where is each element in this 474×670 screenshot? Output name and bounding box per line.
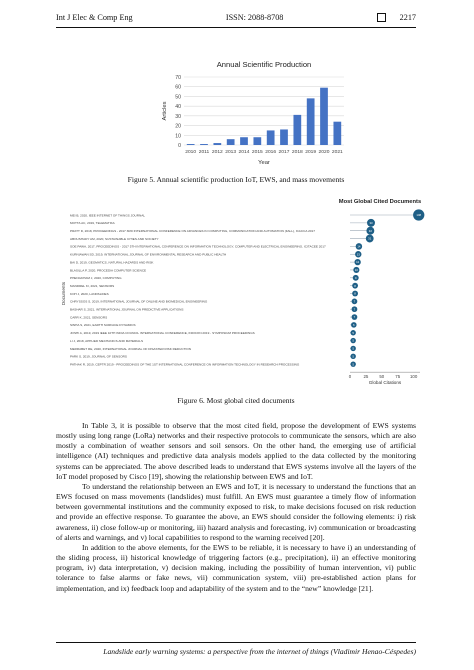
- x-tick-label: 50: [379, 374, 385, 380]
- citation-value: 32: [368, 228, 372, 233]
- y-tick-label: 60: [175, 84, 181, 91]
- y-tick-label: 70: [175, 75, 181, 81]
- bar: [240, 137, 248, 145]
- x-axis-label: Global Citations: [368, 380, 402, 386]
- bar: [280, 129, 288, 145]
- document-label: MERRABET RE, 2020, INTERNATIONAL JOURNAL OF DISASTER RISK REDUCTION: [70, 346, 192, 351]
- square-box-icon: [377, 13, 386, 22]
- document-label: LI J, 2018, APPLIED MECHANICS AND MATERIALS: [70, 338, 144, 343]
- bar: [213, 143, 221, 145]
- document-label: JOSHI A, 2019, 2019 IEEE 10TH INDIA COUNCIL INTERNATIONAL CONFERENCE, INDICON 2019 - SYMPOSIUM PROCEEDINGS: [70, 331, 255, 336]
- chart-title: Annual Scientific Production: [216, 60, 312, 69]
- citation-value: 12: [356, 260, 360, 265]
- x-tick-label: 2014: [238, 150, 250, 155]
- bar: [267, 130, 275, 145]
- document-label: ABOUSHADY AM, 2020, SUSTAINABLE CITIES AND SOCIETY: [70, 236, 159, 241]
- document-label: MANDREL KI, 2021, SENSORS: [70, 283, 115, 288]
- x-tick-label: 25: [363, 374, 369, 380]
- citation-value: 9: [354, 275, 357, 280]
- citation-value: 14: [357, 244, 361, 249]
- citation-value: 5: [352, 362, 354, 367]
- bar: [200, 144, 208, 145]
- document-label: BAI D, 2019, GEOMATICS, NATURAL HAZARDS AND RISK: [70, 260, 154, 265]
- bar: [253, 137, 261, 145]
- y-tick-label: 30: [175, 113, 181, 120]
- document-label: SINHA S, 2021, EARTH SURFACE DYNAMICS: [70, 323, 136, 328]
- citation-value: 108: [416, 213, 422, 218]
- citation-value: 31: [368, 236, 372, 241]
- citation-value: 13: [356, 252, 360, 257]
- figure5-caption: Figure 5. Annual scientific production IoT, EWS, and mass movements: [127, 175, 345, 184]
- y-tick-label: 0: [178, 143, 181, 149]
- document-label: PRATT D, 2018, PROCEEDINGS - 2017 3RD INTERNATIONAL CONFERENCE ON ADVANCES IN COMPUTING, COMMUNICATION AND AUTOMATION (FALL), ICACCA 2017: [70, 229, 315, 233]
- document-label: PARK S, 2019, JOURNAL OF SENSORS: [70, 354, 127, 359]
- document-label: PATHAK R, 2019, CEPTR 2019 - PROCEEDINGS OF THE 1ST INTERNATIONAL CONFERENCE ON INFORMATION TECHNOLOGY IN RESEARCH PROCESSING: [70, 362, 300, 367]
- page-number: 2217: [399, 12, 416, 22]
- document-label: PHENGKHAM J, 2020, COMPUTING: [70, 276, 122, 281]
- journal-name: Int J Elec & Comp Eng: [56, 12, 133, 22]
- x-tick-label: 2015: [251, 150, 263, 155]
- header-rule: [56, 27, 416, 28]
- citation-value: 6: [353, 323, 355, 327]
- x-tick-label: 0: [348, 374, 352, 380]
- running-title: Landslide early warning systems: a perspective from the internet of things (Vladimir Henao-Céspedes): [103, 647, 416, 656]
- document-label: MEI B, 2020, IEEE INTERNET OF THINGS JOURNAL: [70, 213, 146, 218]
- document-label: BASHAR S, 2021, INTERNATIONAL JOURNAL ON PREDICTIVE APPLICATIONS: [70, 307, 184, 312]
- document-label: KURNIAWAN SD, 2019, INTERNATIONAL JOURNAL OF ENVIRONMENTAL RESEARCH AND PUBLIC HEALTH: [70, 252, 227, 257]
- y-tick-label: 20: [175, 123, 181, 130]
- y-axis-label: Articles: [162, 101, 168, 121]
- citation-value: 5: [352, 346, 354, 351]
- x-tick-label: 2013: [225, 150, 237, 155]
- bar: [307, 98, 315, 145]
- footer-rule: [56, 642, 416, 643]
- x-tick-label: 2018: [291, 150, 303, 155]
- bar: [187, 144, 195, 145]
- paragraph-2: To understand the relationship between an EWS and IoT, it is necessary to understand the functions that an EWS focused on mass movements (landslides) must fulfill. An EWS must guarantee a timely flow of information between governmental institutions and the community exposed to risk, to make decisions focused on risk reduction and provide an effective response. To guarantee the above, an EWS should consider the following elements: i) risk awareness, ii) close follow-up or monitoring, iii) hazard analysis and forecasting, iv) communication or broadcasting of alerts and warnings, and v) local capabilities to respond to the warning received [20].: [56, 481, 416, 542]
- x-tick-label: 2011: [198, 150, 210, 155]
- citation-value: 10: [354, 268, 358, 273]
- document-label: CHRYSSOS S, 2019, INTERNATIONAL JOURNAL OF ONLINE AND BIOMEDICAL ENGINEERING: [70, 299, 208, 304]
- paragraph-3: In addition to the above elements, for the EWS to be reliable, it is necessary to have i) an understanding of the sliding process, ii) historical knowledge of triggering factors (e.g., precipitation), ii) an effective monitoring program, iv) data interpretation, v) decision making, including the possibility of human intervention, vi) public tolerance to false alarms or fake news, vii) communication system, viii) pre-established action plans for implementation, and ix) feedback loop and adaptability of the system and to the “new” knowledge [21].: [56, 542, 416, 593]
- citation-value: 33: [369, 220, 373, 225]
- document-label: SOE PAWA, 2017, PROCEEDINGS - 2017 5TH INTERNATIONAL CONFERENCE ON INFORMATION TECHNOLOGY, COMPUTER AND ELECTRICAL ENGINEERING, ICITACEE 2017: [70, 244, 326, 249]
- citation-value: 7: [353, 299, 356, 304]
- issn: ISSN: 2088-8708: [225, 12, 284, 22]
- x-tick-label: 2021: [331, 150, 343, 155]
- chart-title: Most Global Cited Documents: [338, 199, 422, 205]
- x-tick-label: 2012: [211, 150, 223, 155]
- figure6: [62, 193, 438, 391]
- x-axis-label: Year: [258, 160, 270, 166]
- page-header: [56, 10, 416, 24]
- document-label: BLASILLA P, 2020, PROCEDIA COMPUTER SCIENCE: [70, 268, 147, 273]
- body-text: [56, 421, 416, 594]
- citation-value: 5: [352, 330, 354, 335]
- y-tick-label: 50: [175, 94, 181, 101]
- document-label: CARR K, 2021, SENSORS: [70, 315, 108, 320]
- bar: [293, 115, 301, 145]
- x-tick-label: 2020: [318, 150, 330, 155]
- bar: [333, 122, 341, 145]
- x-tick-label: 75: [395, 374, 401, 380]
- citation-value: 7: [353, 307, 356, 312]
- annual-production-chart: [150, 57, 350, 172]
- y-axis-label: Documents: [61, 281, 66, 306]
- x-tick-label: 2016: [265, 150, 277, 155]
- document-label: KOH J, 2020, LANDSLIDES: [70, 291, 109, 296]
- figure6-caption: Figure 6. Most global cited documents: [177, 396, 295, 405]
- x-tick-label: 2010: [185, 150, 197, 155]
- y-tick-label: 10: [175, 133, 181, 140]
- x-tick-label: 2017: [278, 150, 290, 155]
- bar: [227, 139, 235, 145]
- citation-value: 7: [353, 315, 356, 320]
- citation-value: 8: [354, 291, 356, 296]
- page-number-group: [377, 13, 416, 22]
- citation-value: 5: [352, 354, 354, 359]
- y-tick-label: 40: [175, 104, 181, 111]
- x-tick-label: 100: [409, 374, 418, 380]
- citation-value: 5: [352, 338, 354, 343]
- document-label: MOTTA AC, 2019, TELEMATIKA: [70, 221, 115, 226]
- paragraph-1: In Table 3, it is possible to observe that the most cited field, propose the development of EWS systems mostly using long range (LoRa) networks and their respective protocols to communicate the sensors, which are also mostly a combination of weather sensors and soil sensors. On the other hand, the emerging use of artificial intelligence (AI) techniques and predictive data analysis models applied to the data collected by the monitoring systems can be appreciated. The above described leads to understand that EWS systems involve all the layers of the IoT model proposed by Cisco [19], showing the relationship between EWS and IoT.: [56, 421, 416, 481]
- x-tick-label: 2019: [305, 150, 317, 155]
- most-cited-documents-chart: [62, 193, 438, 386]
- bar: [320, 88, 328, 145]
- figure5: [150, 57, 350, 177]
- citation-value: 8: [354, 283, 356, 288]
